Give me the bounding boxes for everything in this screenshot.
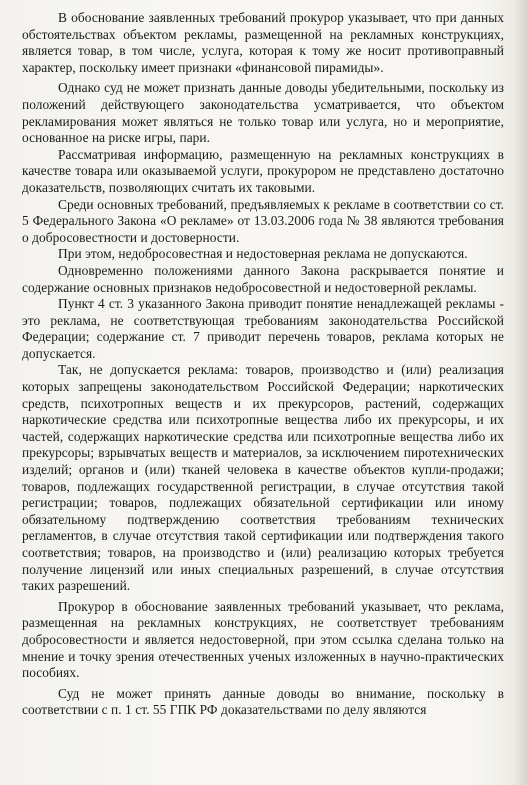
paragraph-9: Прокурор в обоснование заявленных требований указывает, что реклама, размещенная на рекламных конструкциях, не соответствует требованиям добросовестности и является недостоверной, при этом ссылка сделана только на мнение и точку зрения отечественных ученых изложенных в научно-практических пособиях. — [22, 598, 504, 681]
page-edge-shadow — [514, 0, 528, 785]
paragraph-4: Среди основных требований, предъявляемых к рекламе в соответствии со ст. 5 Федерального Закона «О рекламе» от 13.03.2006 года № 38 являются требования о добросовестности и достоверности. — [22, 196, 504, 245]
paragraph-10: Суд не может принять данные доводы во внимание, поскольку в соответствии с п. 1 ст. 55 ГПК РФ доказательствами по делу являются — [22, 685, 504, 718]
paragraph-1: В обоснование заявленных требований прокурор указывает, что при данных обстоятельствах объектом рекламы, размещенной на рекламных конструкциях, является товар, в том числе, услуга, которая к тому же носит противоправный характер, поскольку имеет признаки «финансовой пирамиды». — [22, 10, 504, 75]
paragraph-8: Так, не допускается реклама: товаров, производство и (или) реализация которых запрещены законодательством Российской Федерации; наркотических средств, психотропных веществ и их прекурсоров, растений, содержащих наркотические средства или психотропные вещества либо их прекурсоры, и их частей, содержащих наркотические средства или психотропные вещества либо их прекурсоры; взрывчатых веществ и материалов, за исключением пиротехнических изделий; органов и (или) тканей человека в качестве объектов купли-продажи; товаров, подлежащих государственной регистрации, в случае отсутствия такой регистрации; товаров, подлежащих обязательной сертификации или иному обязательному подтверждению соответствия требованиям технических регламентов, в случае отсутствия такой сертификации или подтверждения такого соответствия; товаров, на производство и (или) реализацию которых требуется получение лицензий или иных специальных разрешений, в случае отсутствия таких разрешений. — [22, 362, 504, 594]
paragraph-7: Пункт 4 ст. 3 указанного Закона приводит понятие ненадлежащей рекламы - это реклама, не соответствующая требованиям законодательства Российской Федерации; содержание ст. 7 приводит перечень товаров, реклама которых не допускается. — [22, 296, 504, 361]
paragraph-2: Однако суд не может признать данные доводы убедительными, поскольку из положений действующего законодательства усматривается, что объектом рекламирования может являться не только товар или услуга, но и мероприятие, основанное на риске игры, пари. — [22, 80, 504, 146]
paragraph-6: Одновременно положениями данного Закона раскрывается понятие и содержание основных признаков недобросовестной и недостоверной рекламы. — [22, 262, 504, 295]
paragraph-5: При этом, недобросовестная и недостоверная реклама не допускаются. — [58, 246, 468, 262]
paragraph-3: Рассматривая информацию, размещенную на рекламных конструкциях в качестве товара или оказываемой услуги, прокурором не представлено достаточно доказательств, позволяющих считать их таковыми. — [22, 146, 504, 195]
